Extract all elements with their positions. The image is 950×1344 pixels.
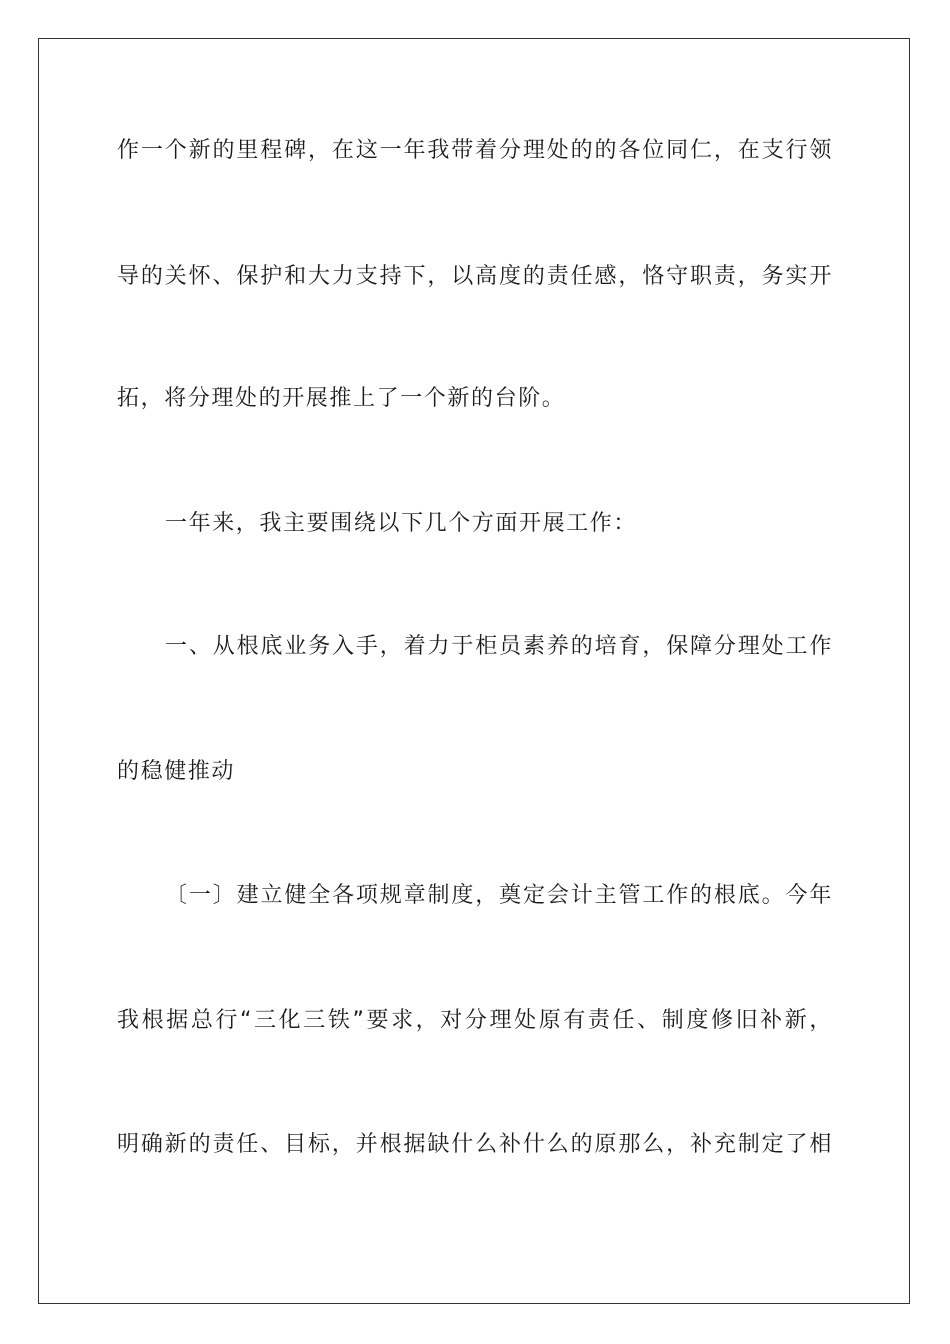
paragraph-line: 导的关怀、保护和大力支持下，以高度的责任感，恪守职责，务实开 xyxy=(117,264,833,289)
paragraph-line: 明确新的责任、目标，并根据缺什么补什么的原那么，补充制定了相 xyxy=(117,1132,833,1157)
paragraph-line: 拓，将分理处的开展推上了一个新的台阶。 xyxy=(117,386,566,411)
page-border xyxy=(38,38,910,1304)
paragraph-line: 我根据总行“三化三铁”要求，对分理处原有责任、制度修旧补新， xyxy=(117,1008,833,1033)
paragraph-line: 作一个新的里程碑，在这一年我带着分理处的的各位同仁，在支行领 xyxy=(117,138,833,163)
section-heading-line: 的稳健推动 xyxy=(117,759,236,784)
section-heading-line: 一、从根底业务入手，着力于柜员素养的培育，保障分理处工作 xyxy=(165,634,833,659)
paragraph-line: 一年来，我主要围绕以下几个方面开展工作： xyxy=(165,511,638,536)
paragraph-line: 〔一〕建立健全各项规章制度，奠定会计主管工作的根底。今年 xyxy=(165,883,833,908)
